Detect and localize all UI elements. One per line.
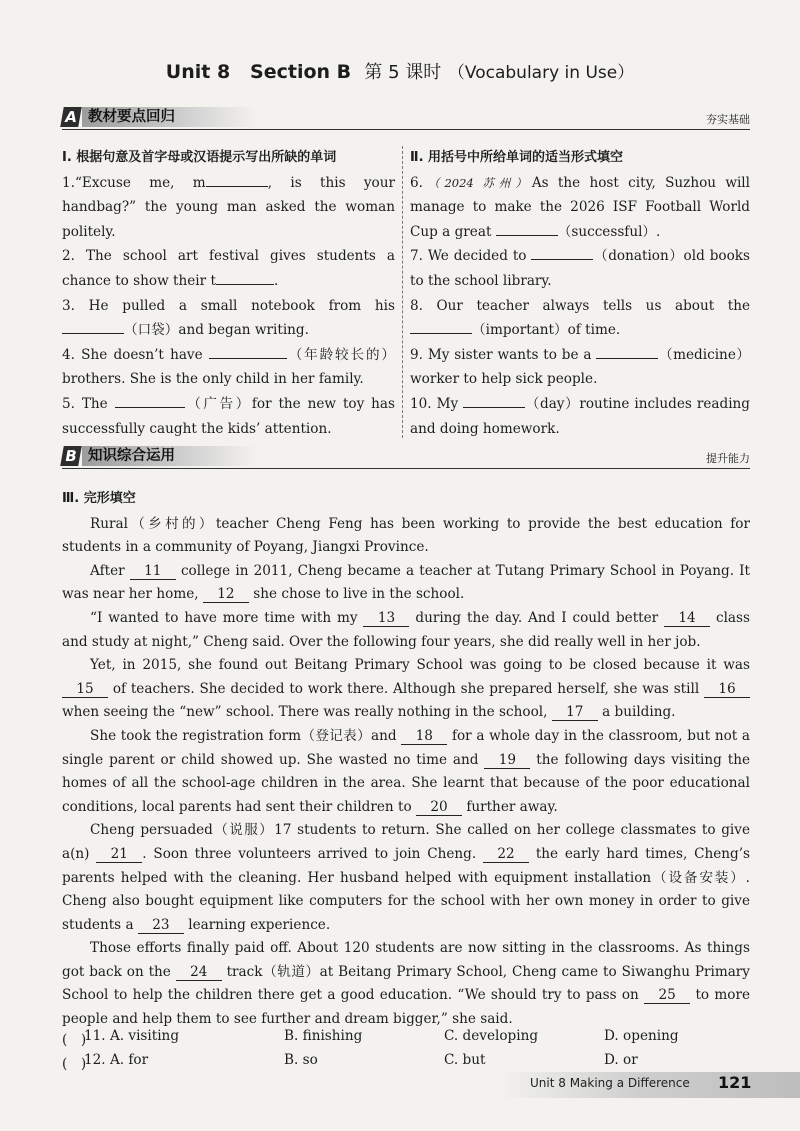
answer-blank-10[interactable] <box>463 393 525 408</box>
page-title <box>0 58 800 84</box>
paragraph-2: After 11 college in 2011, Cheng became a teacher at Tutang Primary School in Poyang. It was near her home, 12 she chose to live in the school. <box>62 562 751 603</box>
answer-blank-3[interactable] <box>62 319 124 334</box>
answer-blank-7[interactable] <box>531 245 593 260</box>
choice-11-a[interactable]: 11. A. visiting <box>84 1028 180 1044</box>
title-lesson: 第 5 课时 <box>364 62 442 83</box>
choice-11-c[interactable]: C. developing <box>444 1028 539 1044</box>
page-number: 121 <box>718 1073 752 1092</box>
answer-blank-5[interactable] <box>115 393 185 408</box>
question-8: 8. Our teacher always tells us about the （important）of time. <box>410 297 750 339</box>
section-b-badge: B <box>60 446 82 466</box>
answer-blank-6[interactable] <box>496 221 558 236</box>
choice-11-b[interactable]: B. finishing <box>284 1028 363 1044</box>
section-a-title: 教材要点回归 <box>88 109 175 125</box>
section-a-badge: A <box>60 107 82 127</box>
cloze-passage <box>62 487 750 1032</box>
cloze-blank-16[interactable]: 16 <box>704 681 750 698</box>
title-unit: Unit 8 <box>165 61 231 83</box>
cloze-blank-13[interactable]: 13 <box>363 610 409 627</box>
section-a-tag: 夯实基础 <box>706 113 750 126</box>
cloze-blank-25[interactable]: 25 <box>644 987 690 1004</box>
footer-unit-title: Unit 8 Making a Difference <box>530 1076 690 1090</box>
cloze-blank-22[interactable]: 22 <box>483 846 529 863</box>
paragraph-6: Cheng persuaded（说服）17 students to return. She called on her college classmates to give a(n) 21 . Soon three volunteers arrived to join Cheng. 22 the early hard times, Cheng’s parents helped with the cleaning. Her husband helped with equipment installation（设备安装）. Cheng also bought equipment like computers for the school with her own money in order to give students a 23 learning experience. <box>62 822 751 933</box>
cloze-blank-19[interactable]: 19 <box>484 752 530 769</box>
cloze-blank-23[interactable]: 23 <box>138 917 184 934</box>
answer-blank-2[interactable] <box>216 270 274 285</box>
paragraph-1: Rural（乡村的）teacher Cheng Feng has been working to provide the best education for students in a community of Poyang, Jiangxi Province. <box>62 515 750 556</box>
choice-12-b[interactable]: B. so <box>284 1052 318 1068</box>
section-b-header <box>62 446 750 469</box>
part-3-heading: Ⅲ. 完形填空 <box>62 491 136 506</box>
answer-bracket-12[interactable]: ( ) <box>62 1056 87 1072</box>
answer-blank-4[interactable] <box>209 344 287 359</box>
section-b-title: 知识综合运用 <box>88 448 175 464</box>
question-9: 9. My sister wants to be a （medicine）worker to help sick people. <box>410 343 750 392</box>
cloze-blank-24[interactable]: 24 <box>176 964 222 981</box>
paragraph-5: She took the registration form（登记表）and 18 for a whole day in the classroom, but not a single parent or child showed up. She wasted no time and 19 the following days visiting the homes of all the school-age children in the area. She learnt that because of the poor educational conditions, local parents had sent their children to 20 further away. <box>62 727 751 815</box>
question-6-source: （2024 苏州） <box>422 175 532 190</box>
question-4: 4. She doesn’t have （年龄较长的）brothers. She is the only child in her family. <box>62 343 395 392</box>
cloze-blank-17[interactable]: 17 <box>552 704 598 721</box>
section-a-header <box>62 107 750 130</box>
answer-bracket-11[interactable]: ( ) <box>62 1032 87 1048</box>
cloze-blank-14[interactable]: 14 <box>664 610 710 627</box>
cloze-blank-18[interactable]: 18 <box>401 728 447 745</box>
cloze-blank-21[interactable]: 21 <box>96 846 142 863</box>
answer-blank-1[interactable] <box>206 172 268 187</box>
question-5: 5. The （广告）for the new toy has successfully caught the kids’ attention. <box>62 392 395 441</box>
choice-12-d[interactable]: D. or <box>604 1052 638 1068</box>
choice-11-d[interactable]: D. opening <box>604 1028 679 1044</box>
title-section: Section B <box>250 61 352 83</box>
part-2-heading: Ⅱ. 用括号中所给单词的适当形式填空 <box>410 150 624 165</box>
part-1-heading: Ⅰ. 根据句意及首字母或汉语提示写出所缺的单词 <box>62 150 337 165</box>
cloze-blank-20[interactable]: 20 <box>416 799 462 816</box>
title-topic: （Vocabulary in Use） <box>447 63 635 83</box>
question-1: 1.“Excuse me, m , is this your handbag?” the young man asked the woman politely. <box>62 171 395 245</box>
cloze-blank-15[interactable]: 15 <box>62 681 108 698</box>
answer-blank-9[interactable] <box>596 344 658 359</box>
cloze-blank-12[interactable]: 12 <box>203 586 249 603</box>
paragraph-7: Those efforts finally paid off. About 120 students are now sitting in the classrooms. As things got back on the 24 track（轨道）at Beitang Primary School, Cheng came to Siwanghu Primary School to help the children there get a good education. “We should try to pass on 25 to more people and help them to see further and dream bigger,” she said. <box>62 940 751 1028</box>
choice-12-c[interactable]: C. but <box>444 1052 486 1068</box>
question-6: 6.（2024 苏州）As the host city, Suzhou will manage to make the 2026 ISF Football World Cup a great （successful）. <box>410 174 750 240</box>
part-2 <box>410 146 750 441</box>
column-divider <box>402 146 403 438</box>
question-2: 2. The school art festival gives students a chance to show their t . <box>62 248 395 289</box>
paragraph-3: “I wanted to have more time with my 13 during the day. And I could better 14 class and study at night,” Cheng said. Over the following four years, she did really well in her job. <box>62 609 750 650</box>
part-1 <box>62 146 395 441</box>
question-7: 7. We decided to （donation）old books to the school library. <box>410 244 750 293</box>
cloze-blank-11[interactable]: 11 <box>130 563 176 580</box>
paragraph-4: Yet, in 2015, she found out Beitang Primary School was going to be closed because it was 15 of teachers. She decided to work there. Although she prepared herself, she was still 16 when seeing the “new” school. There was really nothing in the school, 17 a building. <box>62 657 750 721</box>
question-3: 3. He pulled a small notebook from his （口袋）and began writing. <box>62 297 395 339</box>
choice-row-11 <box>62 1028 752 1052</box>
answer-blank-8[interactable] <box>410 319 472 334</box>
question-10: 10. My （day）routine includes reading and doing homework. <box>410 392 750 441</box>
choice-12-a[interactable]: 12. A. for <box>84 1052 149 1068</box>
section-b-tag: 提升能力 <box>706 452 750 465</box>
